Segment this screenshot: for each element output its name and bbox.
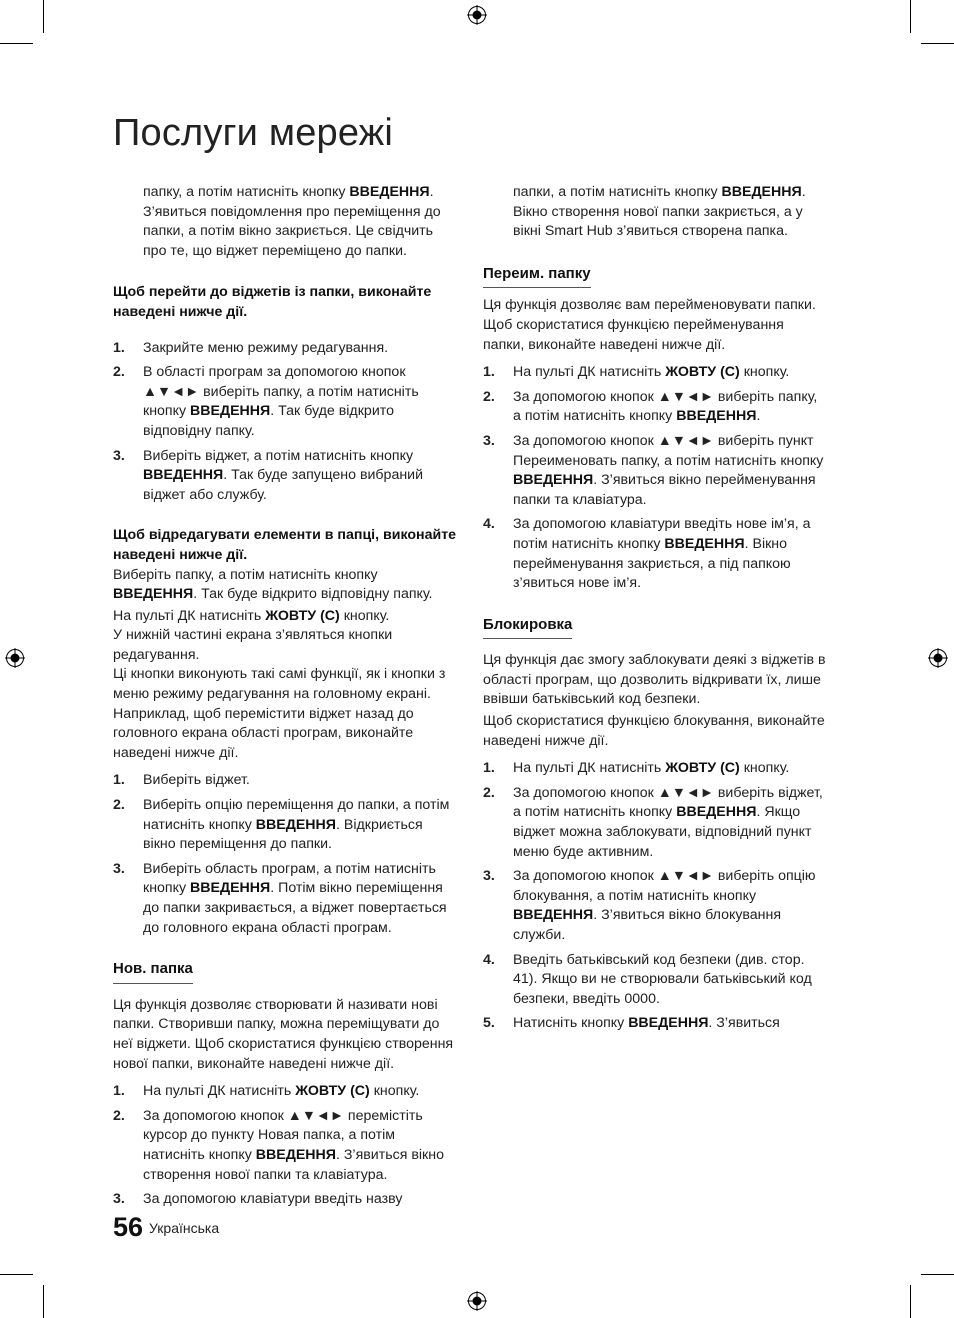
crop-mark: [910, 0, 911, 33]
right-column: [483, 183, 828, 1039]
intro-paragraph: [483, 183, 828, 242]
step-text: В області програм за допомогою кнопок ▲▼◄► виберіть папку, а потім натисніть кнопку: [143, 364, 419, 420]
step-number: 3.: [483, 432, 495, 449]
bold-text: ВВЕДЕННЯ: [255, 816, 336, 833]
paragraph: Ця функція дає змогу заблокувати деякі з віджетів в області програм, що дозволить відкривати їх, лише ввівши батьківський код безпеки.: [483, 652, 826, 708]
crop-mark: [910, 1285, 911, 1318]
step-text: кнопку.: [739, 364, 790, 381]
list-item: [483, 951, 828, 1010]
step-text: Закрийте меню режиму редагування.: [143, 339, 389, 356]
paragraph: [113, 607, 458, 627]
step-number: 1.: [113, 772, 125, 789]
list-item: [113, 447, 458, 506]
step-text: кнопку.: [739, 760, 790, 777]
list-item: [483, 759, 828, 779]
step-number: 5.: [483, 1015, 495, 1032]
list-item: [113, 363, 458, 441]
list-item: [483, 784, 828, 862]
step-number: 2.: [113, 1107, 125, 1124]
step-text: Виберіть опцію переміщення до папки, а потім натисніть кнопку: [143, 797, 450, 833]
crop-mark: [0, 43, 33, 44]
step-text: Виберіть область програм, а потім натисніть кнопку: [143, 860, 436, 897]
crop-mark: [921, 1274, 954, 1275]
step-text: . З’явиться вікно перейменування папки та клавіатура.: [513, 472, 816, 508]
registration-mark-icon: [5, 648, 25, 668]
step-text: Введіть батьківський код безпеки (див. стор. 41). Якщо ви не створювали батьківський код безпеки, введіть 0000.: [513, 951, 812, 1007]
step-number: 3.: [483, 868, 495, 885]
step-text: . З’явиться вікно створення нової папки та клавіатура.: [143, 1146, 444, 1183]
step-text: За допомогою кнопок ▲▼◄► виберіть опцію блокування, а потім натисніть кнопку: [513, 868, 816, 904]
text: папку, а потім натисніть кнопку: [143, 184, 350, 200]
step-text: . Вікно перейменування закриється, а під папкою з’явиться нове ім’я.: [513, 535, 791, 592]
text: Виберіть папку, а потім натисніть кнопку: [113, 566, 378, 583]
step-text: За допомогою кнопок ▲▼◄► виберіть пункт Переименовать папку, а потім натисніть кнопку: [513, 432, 824, 469]
step-number: 1.: [483, 760, 495, 777]
bold-text: ЖОВТУ (C): [665, 760, 740, 777]
step-number: 2.: [483, 784, 495, 801]
step-number: 2.: [113, 364, 125, 381]
list-item: [483, 363, 828, 383]
edit-steps-list: [113, 771, 458, 938]
paragraph: Ця функція дозволяє створювати й називати нові папки. Створивши папку, можна переміщувати до неї віджети. Щоб скористатися функцією створення нової папки, виконайте наведені нижче дії.: [113, 996, 454, 1072]
list-item: [113, 1107, 458, 1185]
intro-paragraph: [113, 183, 458, 261]
text: . З’явиться повідомлення про переміщення до папки, а потім вікно закриється. Це свідчить про те, що віджет переміщено до папки.: [143, 184, 441, 259]
crop-mark: [43, 1285, 44, 1318]
bold-text: ВВЕДЕННЯ: [143, 467, 224, 484]
step-number: 3.: [113, 447, 125, 464]
step-text: . З’явиться вікно блокування служби.: [513, 907, 782, 943]
step-text: Виберіть віджет.: [143, 772, 250, 789]
bold-text: ВВЕДЕННЯ: [113, 586, 194, 603]
list-item: [113, 860, 458, 938]
paragraph: Ця функція дозволяє вам перейменовувати папки. Щоб скористатися функцією перейменування папки, виконайте наведені нижче дії.: [483, 297, 816, 353]
left-column: [113, 183, 458, 1215]
list-item: [113, 1190, 458, 1210]
step-text: За допомогою клавіатури введіть нове ім’я, а потім натисніть кнопку: [513, 516, 811, 552]
step-text: За допомогою кнопок ▲▼◄► перемістіть курсор до пункту Новая папка, а потім натисніть кнопку: [143, 1107, 423, 1163]
bold-text: ЖОВТУ (C): [295, 1083, 370, 1100]
step-number: 2.: [483, 388, 495, 405]
bold-text: ВВЕДЕННЯ: [664, 535, 745, 552]
subheading: Щоб відредагувати елементи в папці, виконайте наведені нижче дії.: [113, 527, 457, 563]
language-label: Українська: [149, 1219, 220, 1236]
page-title: Послуги мережі: [113, 112, 394, 154]
crop-mark: [921, 43, 954, 44]
step-text: .: [756, 408, 761, 425]
bold-text: ЖОВТУ (C): [665, 364, 740, 381]
bold-text: ВВЕДЕННЯ: [190, 403, 271, 420]
page-footer: [113, 1212, 219, 1243]
text: кнопку.: [339, 607, 390, 624]
step-text: На пульті ДК натисніть: [513, 760, 666, 777]
section-heading: Блокировка: [483, 615, 572, 640]
text: . Вікно створення нової папки закриється, а у вікні Smart Hub з’явиться створена папка.: [513, 184, 806, 240]
step-text: . Так буде відкрито відповідну папку.: [143, 403, 394, 439]
list-item: [483, 867, 828, 945]
bold-text: ЖОВТУ (C): [265, 607, 340, 624]
list-item: [113, 771, 458, 791]
step-number: 3.: [113, 1191, 125, 1208]
step-number: 4.: [483, 951, 495, 968]
page-number: 56: [113, 1212, 144, 1242]
paragraph: У нижній частині екрана з’являться кнопки редагування.: [113, 627, 393, 663]
step-text: За допомогою клавіатури введіть назву: [143, 1191, 403, 1208]
bold-text: ВВЕДЕННЯ: [513, 907, 594, 924]
paragraph: Щоб скористатися функцією блокування, виконайте наведені нижче дії.: [483, 713, 825, 749]
step-text: . Якщо віджет можна заблокувати, відповідний пункт меню буде активним.: [513, 804, 812, 860]
bold-text: ВВЕДЕННЯ: [676, 804, 757, 821]
step-text: кнопку.: [369, 1083, 420, 1100]
step-number: 1.: [113, 339, 125, 356]
paragraph: Ці кнопки виконують такі самі функції, як і кнопки з меню режиму редагування на головному екрані. Наприклад, щоб перемістити віджет назад до головного екрана області програм, виконайте наведені нижче дії.: [113, 666, 446, 761]
registration-mark-icon: [467, 1291, 487, 1311]
goto-steps-list: [113, 339, 458, 506]
text: . Так буде відкрито відповідну папку.: [193, 586, 433, 603]
step-text: Виберіть віджет, а потім натисніть кнопку: [143, 447, 414, 464]
step-number: 1.: [113, 1083, 125, 1100]
bold-text: ВВЕДЕННЯ: [628, 1015, 709, 1032]
text: На пульті ДК натисніть: [113, 607, 266, 624]
bold-text: ВВЕДЕННЯ: [190, 880, 271, 897]
step-text: . Відкриється вікно переміщення до папки.: [143, 816, 423, 853]
list-item: [113, 1082, 458, 1102]
text: папки, а потім натисніть кнопку: [513, 184, 722, 200]
step-text: Натисніть кнопку: [513, 1015, 629, 1032]
bold-text: ВВЕДЕННЯ: [676, 408, 757, 425]
step-text: За допомогою кнопок ▲▼◄► виберіть віджет, а потім натисніть кнопку: [513, 784, 823, 821]
step-text: . Так буде запущено вибраний віджет або службу.: [143, 467, 424, 503]
section-heading: Нов. папка: [113, 959, 193, 984]
list-item: [483, 1014, 828, 1034]
newfolder-steps-list: [113, 1082, 458, 1210]
bold-text: ВВЕДЕННЯ: [255, 1146, 336, 1163]
bold-text: ВВЕДЕННЯ: [349, 184, 430, 200]
step-number: 1.: [483, 364, 495, 381]
step-number: 4.: [483, 516, 495, 533]
registration-mark-icon: [467, 5, 487, 25]
step-text: На пульті ДК натисніть: [513, 364, 666, 381]
paragraph: [113, 566, 458, 605]
registration-mark-icon: [928, 648, 948, 668]
step-text: . Потім вікно переміщення до папки закривається, а віджет повертається до головного екрана області програм.: [143, 880, 447, 936]
step-text: На пульті ДК натисніть: [143, 1083, 296, 1100]
step-number: 3.: [113, 860, 125, 877]
step-text: . З’явиться: [708, 1015, 780, 1032]
list-item: [113, 339, 458, 359]
step-text: За допомогою кнопок ▲▼◄► виберіть папку, а потім натисніть кнопку: [513, 388, 818, 425]
list-item: [483, 432, 828, 510]
step-number: 2.: [113, 797, 125, 814]
bold-text: ВВЕДЕННЯ: [513, 472, 594, 489]
lock-steps-list: [483, 759, 828, 1034]
rename-steps-list: [483, 363, 828, 594]
crop-mark: [0, 1274, 33, 1275]
list-item: [483, 515, 828, 593]
bold-text: ВВЕДЕННЯ: [721, 184, 802, 200]
crop-mark: [43, 0, 44, 33]
section-heading: Переим. папку: [483, 264, 591, 289]
list-item: [483, 388, 828, 427]
subheading: Щоб перейти до віджетів із папки, виконайте наведені нижче дії.: [113, 284, 432, 320]
list-item: [113, 796, 458, 855]
